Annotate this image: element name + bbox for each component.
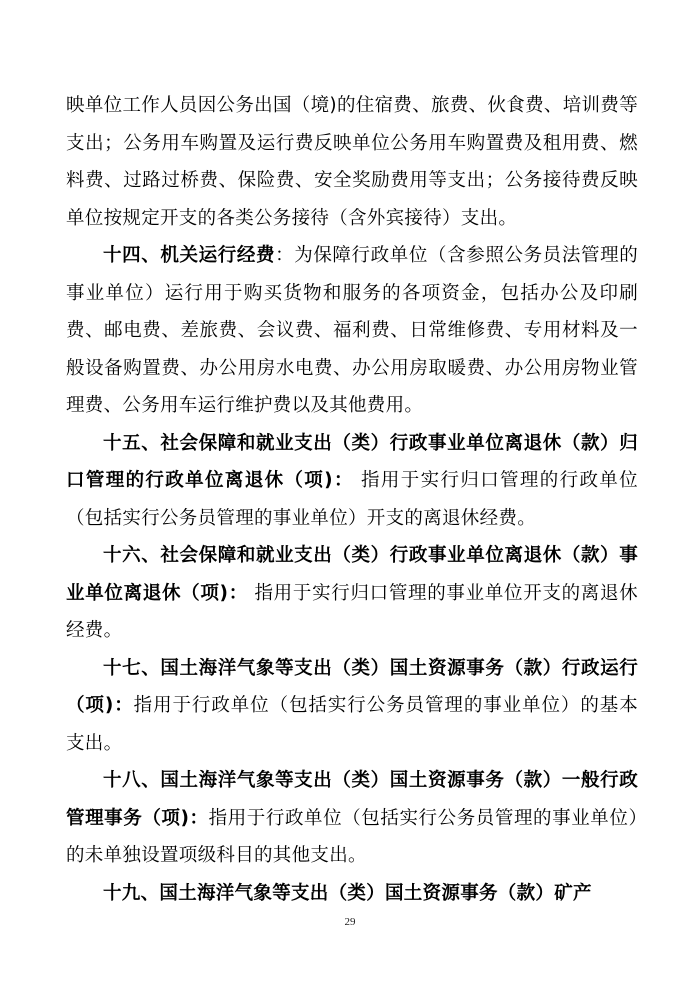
paragraph-17	[66, 650, 638, 763]
paragraph-16	[66, 537, 638, 650]
paragraph-text: 指用于实行归口管理的行政单位（包括实行公务员管理的事业单位）开支的离退休经费。	[66, 470, 638, 529]
paragraph-heading: 十七、国土海洋气象等支出（类）国土资源事务（款）行政运行（项)：	[66, 657, 638, 716]
paragraph-18	[66, 762, 638, 875]
paragraph-text: 指用于行政单位（包括实行公务员管理的事业单位）的未单独设置项级科目的其他支出。	[66, 807, 638, 866]
paragraph-heading: 十八、国土海洋气象等支出（类）国土资源事务（款）一般行政管理事务（项)：	[66, 770, 638, 829]
paragraph-heading: 十四、机关运行经费	[103, 245, 276, 266]
paragraph-heading: 十九、国土海洋气象等支出（类）国土资源事务（款）矿产	[103, 882, 592, 904]
paragraph-text: 指用于行政单位（包括实行公务员管理的事业单位）的基本支出。	[66, 695, 639, 754]
paragraph-heading: 十六、社会保障和就业支出（类）行政事业单位离退休（款）事业单位离退休（项)：	[66, 545, 638, 604]
paragraph-continuation	[66, 87, 638, 237]
page-number: 29	[344, 916, 356, 928]
paragraph-15	[66, 425, 638, 538]
paragraph-text: ：为保障行政单位（含参照公务员法管理的事业单位）运行用于购买货物和服务的各项资金，包括办公及印刷费、邮电费、差旅费、会议费、福利费、日常维修费、专用材料及一般设备购置费、办公用房水电费、办公用房取暖费、办公用房物业管理费、公务用车运行维护费以及其他费用。	[66, 245, 639, 416]
body-text	[66, 87, 638, 912]
paragraph-text: 指用于实行归口管理的事业单位开支的离退休经费。	[66, 582, 638, 641]
paragraph-text: 映单位工作人员因公务出国（境)的住宿费、旅费、伙食费、培训费等支出；公务用车购置及运行费反映单位公务用车购置费及租用费、燃料费、过路过桥费、保险费、安全奖励费用等支出；公务接待费反映单位按规定开支的各类公务接待（含外宾接待）支出。	[66, 95, 638, 229]
paragraph-14	[66, 237, 638, 425]
paragraph-19	[66, 875, 638, 913]
paragraph-heading: 十五、社会保障和就业支出（类）行政事业单位离退休（款）归口管理的行政单位离退休（项)：	[66, 432, 638, 491]
